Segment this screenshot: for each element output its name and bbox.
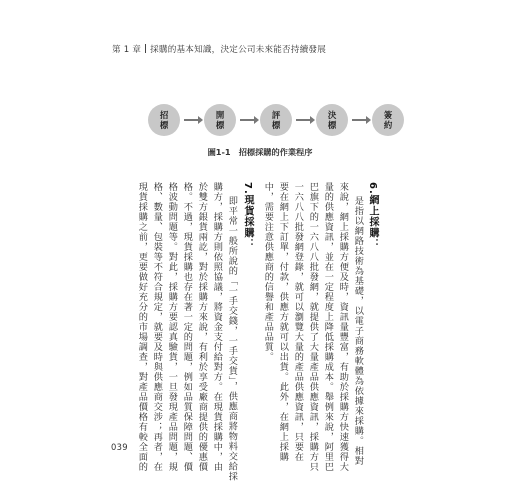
flow-step-award-bid: 決 標 [316, 104, 348, 136]
section-7-line: 現貨採購之前，更要做好充分的市場調查，對產品價格有較全面的 [136, 182, 148, 472]
section-7-line: 格、數量、包裝等不符合規定，就要及時與供應商交涉；再者，在 [151, 182, 163, 472]
section-7-line: 格波動問題等。對此，採購方要認真驗貨，一旦發現產品問題，規 [166, 182, 178, 472]
chapter-label: 第 1 章 [112, 45, 142, 55]
procurement-flow-diagram [148, 104, 393, 136]
chapter-title: 採購的基本知識，決定公司未來能否持續發展 [150, 45, 327, 55]
section-7-line: 即平常一般所說的「一手交錢，一手交貨」，供應商將物料交給採 [226, 196, 238, 482]
flow-step-sign-contract: 簽 約 [372, 104, 404, 136]
flow-arrow-icon [296, 119, 312, 121]
flow-step-invite-tender: 招 標 [148, 104, 180, 136]
section-6-heading: 6.網上採購： [367, 182, 378, 250]
section-7-line: 於雙方銀貨兩訖，對於採購方來說，有利於享受廠商提供的優惠價 [196, 182, 208, 472]
section-6-line: 中，需要注意供應商的信譽和產品品質。 [262, 182, 274, 362]
flow-arrow-icon [240, 119, 256, 121]
section-6-line: 要在網上下訂單，付款，供應方就可以出貨。此外，在網上採購 [277, 182, 289, 462]
flow-arrow-icon [352, 119, 368, 121]
figure-caption: 圖1-1 招標採購的作業程序 [207, 147, 313, 157]
header-divider [145, 44, 146, 53]
running-header [112, 43, 326, 55]
flow-arrow-icon [184, 119, 200, 121]
section-6-line: 是指以網路技術為基礎，以電子商務軟體為依據來採購。相對 [352, 196, 364, 466]
section-6-line: 巴旗下的一六八八批發網，就提供了大量產品供應資訊，採購方只 [307, 182, 319, 472]
section-7-heading: 7.現貨採購： [242, 182, 253, 250]
page-number: 039 [111, 442, 128, 452]
section-7-line: 格。不過，現貨採購也存在著一定的問題，例如品質保障問題、價 [181, 182, 193, 472]
section-6-line: 量的供應資訊，並在一定程度上降低採購成本。舉例來說，阿里巴 [322, 182, 334, 472]
flow-step-open-bids: 開 標 [204, 104, 236, 136]
flow-step-evaluate-bids: 評 標 [260, 104, 292, 136]
section-6-line: 一六八八批發網登錄，就可以瀏覽大量的產品供應資訊，只要在 [292, 182, 304, 462]
section-6-line: 來說，網上採購方便及時，資訊量豐富，有助於採購方快速獲得大 [337, 182, 349, 472]
section-7-line: 購方，採購方則依照協議，將資金支付給對方。在現貨採購中，由 [211, 182, 223, 472]
